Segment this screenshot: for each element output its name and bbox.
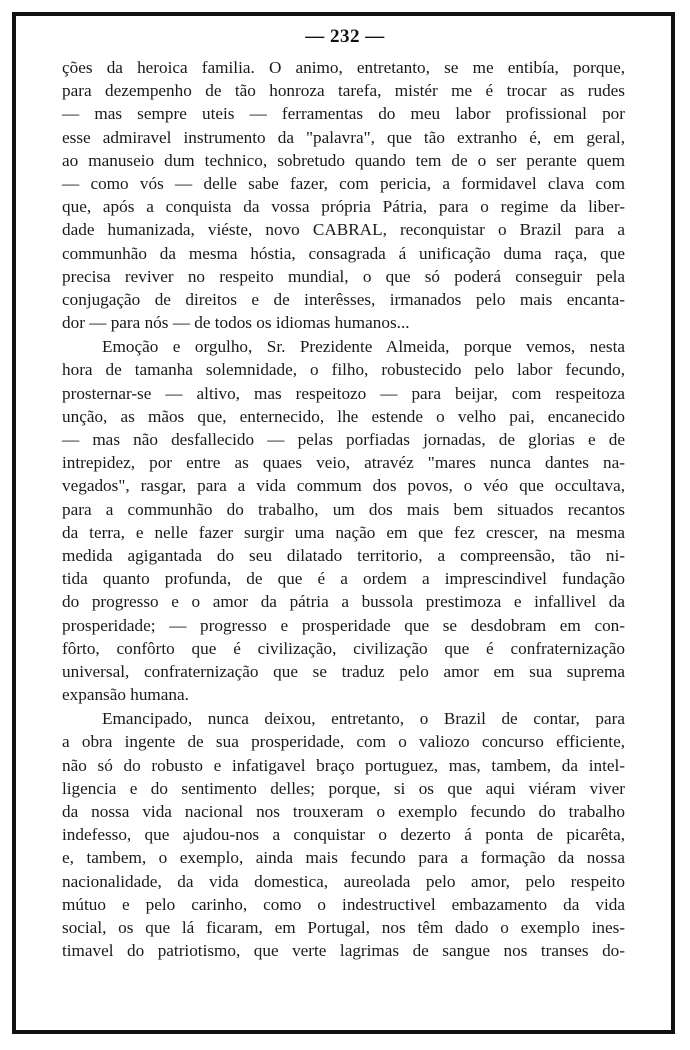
- text-line: intrepidez, por entre as quaes veio, atravéz "mares nunca dantes na-: [62, 453, 625, 473]
- text-line: dade humanizada, viéste, novo CABRAL, reconquistar o Brazil para a: [62, 220, 625, 240]
- text-line: Emoção e orgulho, Sr. Prezidente Almeida, porque vemos, nesta: [102, 337, 625, 357]
- text-line: nacionalidade, da vida domestica, aureolada pelo amor, pelo respeito: [62, 871, 625, 891]
- text-line: indefesso, que ajudou-nos a conquistar o dezerto á ponta de picarêta,: [62, 825, 625, 845]
- text-line: unção, as mãos que, enternecido, lhe estende o velho pai, encanecido: [62, 406, 625, 426]
- text-line: — como vós — delle sabe fazer, com pericia, a formidavel clava com: [62, 173, 625, 193]
- text-line: universal, confraternização que se traduz pelo amor em sua suprema: [62, 661, 625, 681]
- text-line: dor — para nós — de todos os idiomas humanos...: [62, 313, 410, 333]
- paragraph-1: [62, 56, 625, 334]
- text-line: — mas não desfallecido — pelas porfiadas jornadas, de glorias e de: [62, 430, 625, 449]
- text-line: prosperidade; — progresso e prosperidade que se desdobram em con-: [62, 615, 625, 635]
- text-line: — mas sempre uteis — ferramentas do meu labor profissional por: [62, 104, 625, 124]
- text-line: Emancipado, nunca deixou, entretanto, o Brazil de contar, para: [102, 709, 625, 729]
- text-line: conjugação de direitos e de interêsses, irmanados pelo mais encanta-: [62, 289, 625, 309]
- text-line: timavel do patriotismo, que verte lagrimas de sangue nos transes do-: [62, 941, 625, 961]
- text-line: ções da heroica familia. O animo, entretanto, se me entibía, porque,: [62, 58, 625, 77]
- text-line: expansão humana.: [62, 685, 189, 705]
- text-line: a obra ingente de sua prosperidade, com o valiozo concurso efficiente,: [62, 732, 625, 752]
- text-line: prosternar-se — altivo, mas respeitozo — para beijar, com respeitoza: [62, 383, 625, 403]
- paragraph-2: [62, 335, 625, 706]
- text-line: não só do robusto e infatigavel braço portuguez, mas, tambem, da intel-: [62, 755, 625, 775]
- text-line: hora de tamanha solemnidade, o filho, robustecido pelo labor fecundo,: [62, 360, 625, 380]
- body-text: [62, 56, 625, 962]
- text-line: que, após a conquista da vossa própria Pátria, para o regime da liber-: [62, 197, 625, 217]
- text-line: medida agigantada do seu dilatado territorio, a compreensão, tão ni-: [62, 545, 625, 565]
- text-line: e, tambem, o exemplo, ainda mais fecundo para a formação da nossa: [62, 848, 625, 868]
- text-line: da terra, e nelle fazer surgir uma nação em que fez crescer, na mesma: [62, 522, 625, 542]
- text-line: da nossa vida nacional nos trouxeram o exemplo fecundo do trabalho: [62, 802, 625, 821]
- paragraph-3: [62, 707, 625, 962]
- text-line: precisa reviver no respeito mundial, o que só poderá conseguir pela: [62, 266, 625, 286]
- text-line: communhão da mesma hóstia, consagrada á unificação duma raça, que: [62, 243, 625, 263]
- text-line: social, os que lá ficaram, em Portugal, nos têm dado o exemplo ines-: [62, 917, 625, 937]
- text-line: para dezempenho de tão honroza tarefa, mistér me é trocar as rudes: [62, 81, 625, 101]
- text-line: vegados", rasgar, para a vida commum dos povos, o véo que occultava,: [62, 476, 625, 496]
- text-line: tida quanto profunda, de que é a ordem a imprescindivel fundação: [62, 569, 625, 589]
- text-line: para a communhão do trabalho, um dos mais bem situados recantos: [62, 499, 625, 519]
- text-line: ao manuseio dum technico, sobretudo quando tem de o ser perante quem: [62, 150, 625, 170]
- text-line: ligencia e do sentimento delles; porque, si os que aqui viéram viver: [62, 778, 625, 798]
- text-line: esse admiravel instrumento da "palavra", que tão extranho é, em geral,: [62, 127, 625, 147]
- text-line: mútuo e pelo carinho, como o indestructivel embazamento da vida: [62, 894, 625, 914]
- text-line: fôrto, confôrto que é civilização, civilização que é confraternização: [62, 638, 625, 658]
- text-line: do progresso e o amor da pátria a bussola prestimoza e infallivel da: [62, 592, 625, 612]
- page-number: — 232 —: [305, 26, 385, 47]
